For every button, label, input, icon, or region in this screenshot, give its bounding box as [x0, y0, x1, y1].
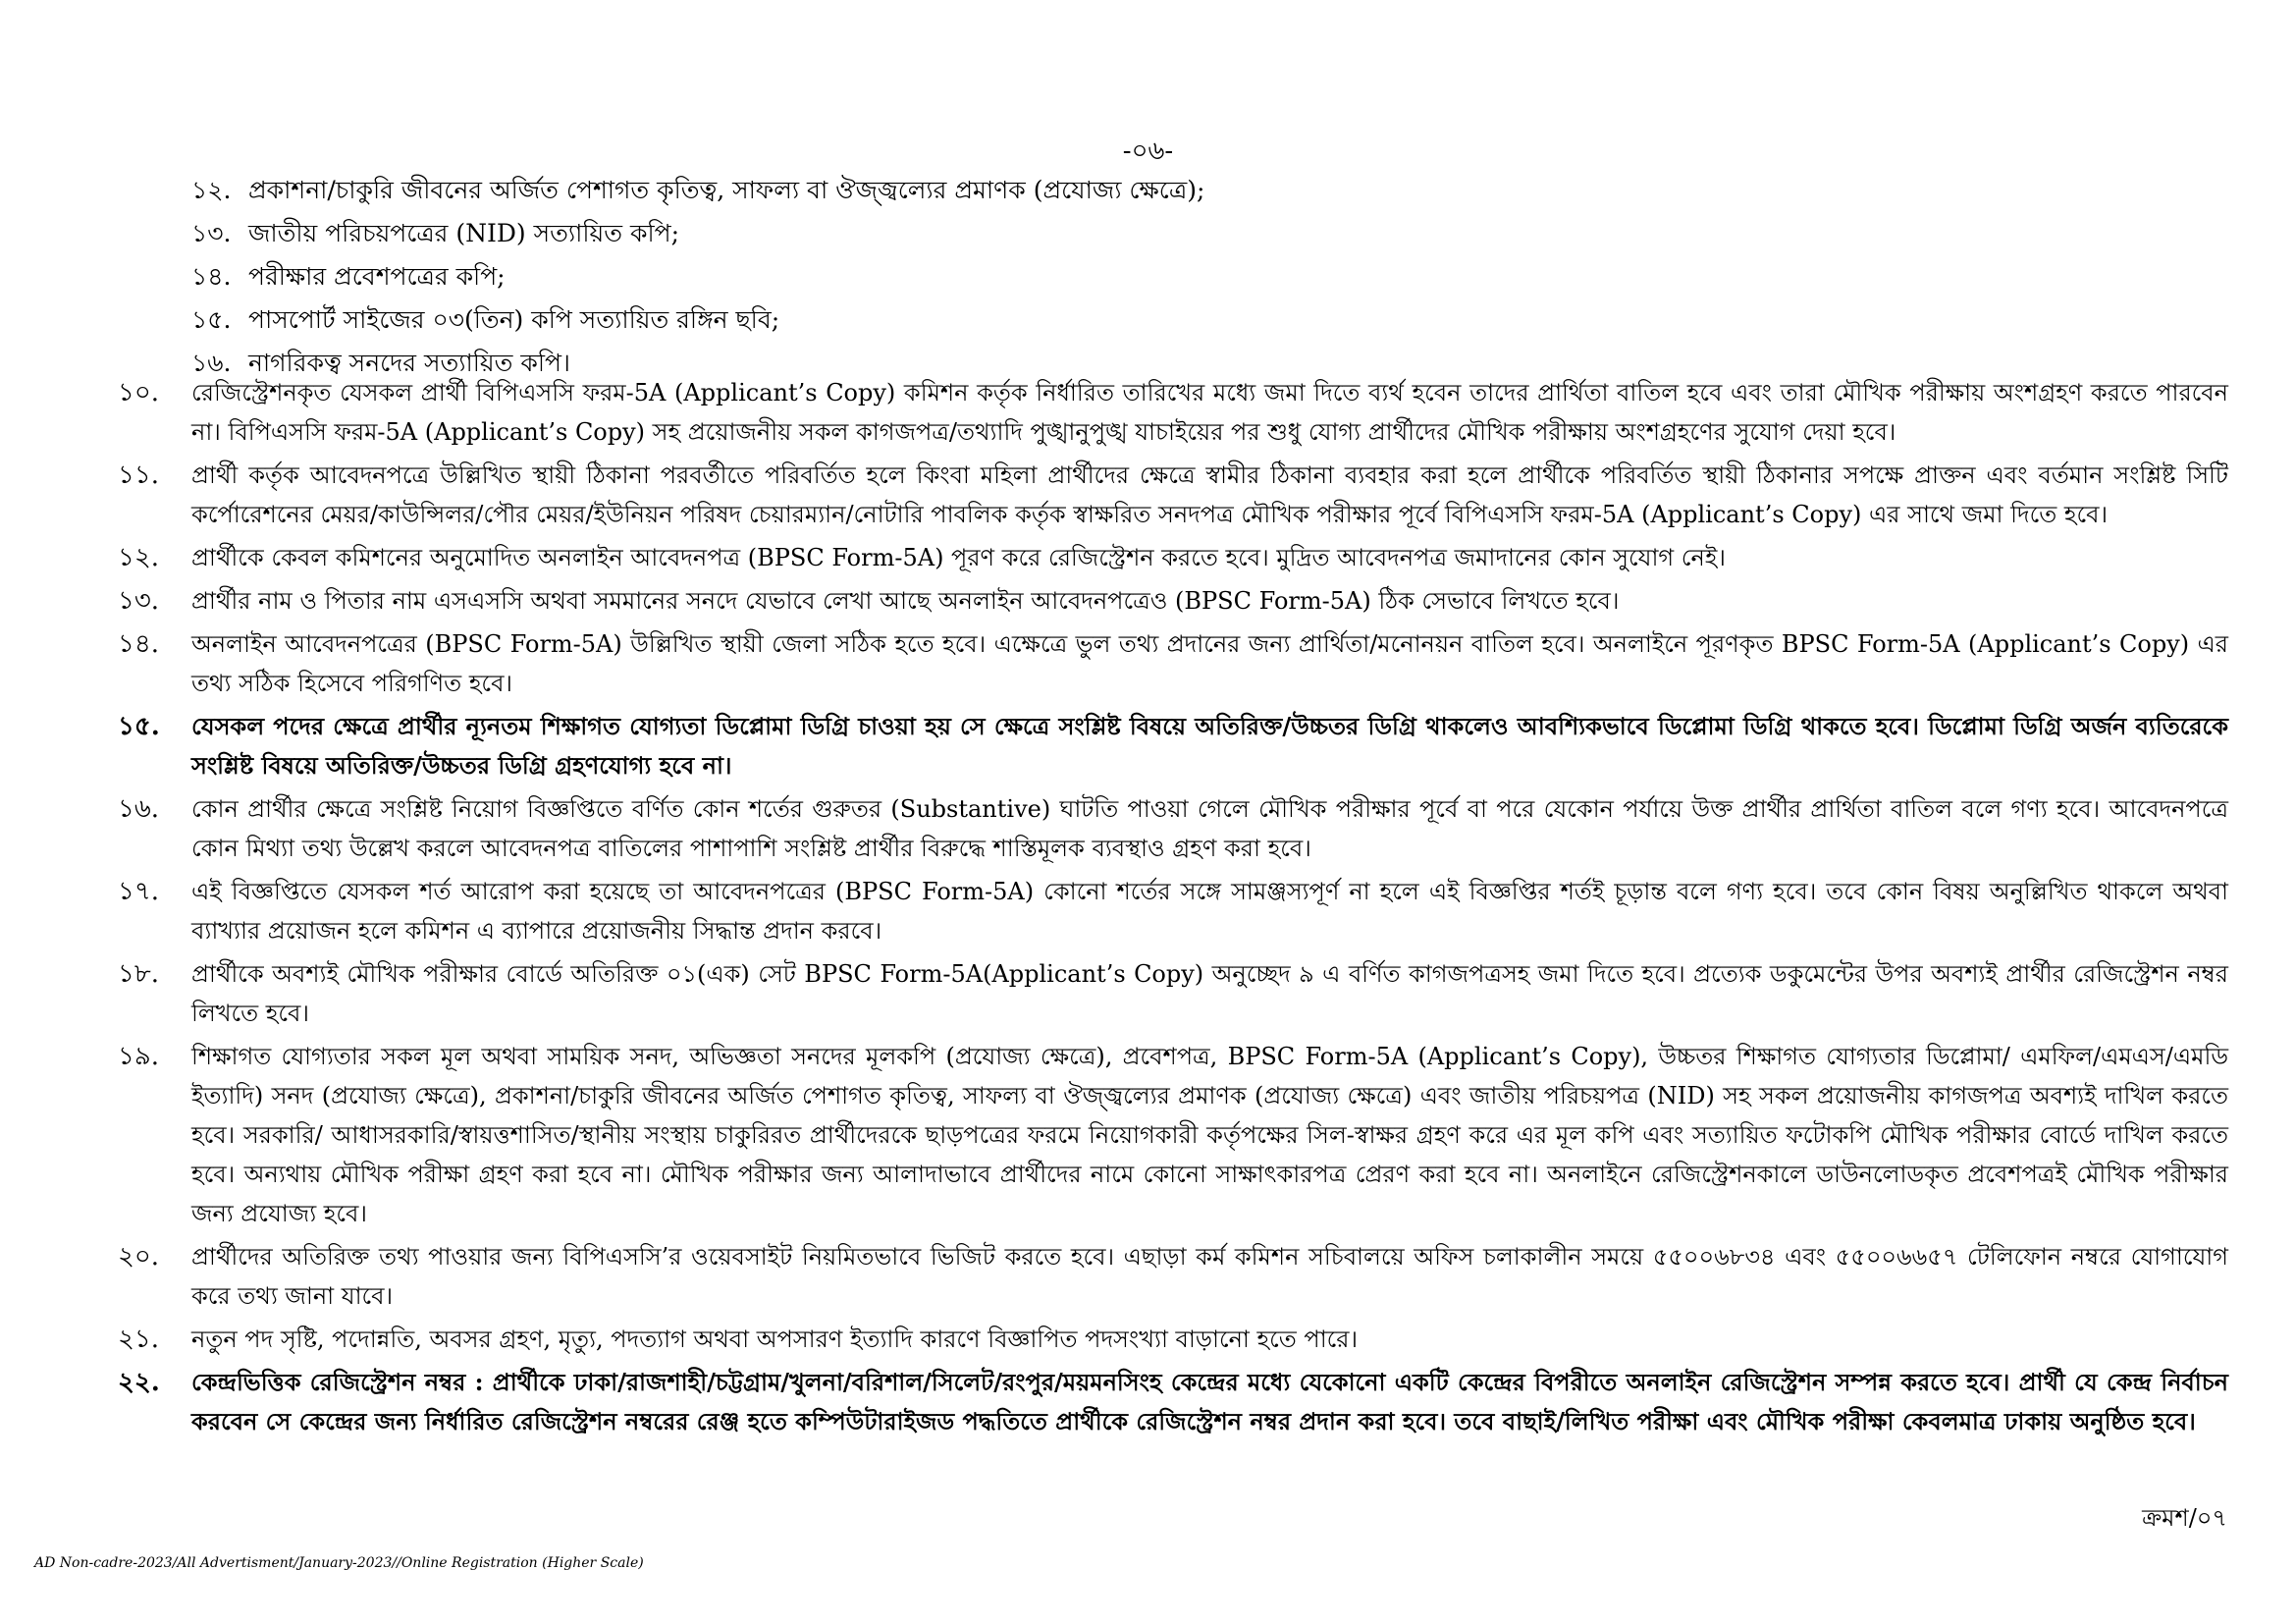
clause-19	[118, 1037, 2228, 1233]
clause-text: রেজিস্ট্রেশনকৃত যেসকল প্রার্থী বিপিএসসি ফরম-5A (Applicant’s Copy) কমিশন কর্তৃক নির্ধারিত তারিখের মধ্যে জমা দিতে ব্যর্থ হবেন তাদের প্রার্থিতা বাতিল হবে এবং তারা মৌখিক পরীক্ষায় অংশগ্রহণ করতে পারবেন না। বিপিএসসি ফরম-5A (Applicant’s Copy) সহ প্রয়োজনীয় সকল কাগজপত্র/তথ্যাদি পুঙ্খানুপুঙ্খ যাচাইয়ের পর শুধু যোগ্য প্রার্থীদের মৌখিক পরীক্ষায় অংশগ্রহণের সুযোগ দেয়া হবে।	[191, 379, 2228, 446]
document-checklist	[191, 169, 2214, 385]
checklist-item-number: ১৩.	[191, 219, 232, 247]
clause-16	[118, 789, 2228, 868]
clause-number: ১৮.	[118, 959, 160, 989]
checklist-item-number: ১৫.	[191, 305, 232, 334]
clause-number: ১৪.	[118, 629, 160, 659]
clause-number: ১৭.	[118, 877, 160, 906]
terms-list	[118, 373, 2228, 1445]
clause-number: ১৯.	[118, 1042, 160, 1071]
clause-text: যেসকল পদের ক্ষেত্রে প্রার্থীর ন্যূনতম শিক্ষাগত যোগ্যতা ডিপ্লোমা ডিগ্রি চাওয়া হয় সে ক্ষেত্রে সংশ্লিষ্ট বিষয়ে অতিরিক্ত/উচ্চতর ডিগ্রি থাকলেও আবশ্যিকভাবে ডিপ্লোমা ডিগ্রি থাকতে হবে। ডিপ্লোমা ডিগ্রি অর্জন ব্যতিরেকে সংশ্লিষ্ট বিষয়ে অতিরিক্ত/উচ্চতর ডিগ্রি গ্রহণযোগ্য হবে না।	[191, 712, 2228, 780]
footer-reference: AD Non-cadre-2023/All Advertisment/January-2023//Online Registration (Higher Scale)	[34, 1555, 644, 1571]
clause-14	[118, 624, 2228, 703]
clause-15	[118, 707, 2228, 785]
clause-number: ১২.	[118, 543, 160, 572]
clause-11	[118, 456, 2228, 534]
checklist-item	[191, 255, 2214, 298]
clause-17	[118, 872, 2228, 950]
clause-number: ১৬.	[118, 794, 160, 824]
checklist-item-text: প্রকাশনা/চাকুরি জীবনের অর্জিত পেশাগত কৃতিত্ব, সাফল্য বা ঔজ্জ্বল্যের প্রমাণক (প্রযোজ্য ক্ষেত্রে);	[248, 176, 1205, 204]
clause-number: ১১.	[118, 460, 160, 490]
clause-number: ১৩.	[118, 586, 160, 616]
checklist-item	[191, 298, 2214, 342]
clause-text: প্রার্থী কর্তৃক আবেদনপত্রে উল্লিখিত স্থায়ী ঠিকানা পরবর্তীতে পরিবর্তিত হলে কিংবা মহিলা প্রার্থীদের ক্ষেত্রে স্বামীর ঠিকানা ব্যবহার করা হলে প্রার্থীকে পরিবর্তিত স্থায়ী ঠিকানার সপক্ষে প্রাক্তন এবং বর্তমান সংশ্লিষ্ট সিটি কর্পোরেশনের মেয়র/কাউন্সিলর/পৌর মেয়র/ইউনিয়ন পরিষদ চেয়ারম্যান/নোটারি পাবলিক কর্তৃক স্বাক্ষরিত সনদপত্র মৌখিক পরীক্ষার পূর্বে বিপিএসসি ফরম-5A (Applicant’s Copy) এর সাথে জমা দিতে হবে।	[191, 461, 2228, 528]
clause-number: ১৫.	[118, 712, 160, 741]
checklist-item-text: পরীক্ষার প্রবেশপত্রের কপি;	[248, 262, 506, 291]
clause-number: ১০.	[118, 378, 160, 407]
checklist-item-number: ১৬.	[191, 349, 232, 377]
clause-22	[118, 1363, 2228, 1441]
clause-number: ২১.	[118, 1325, 160, 1354]
clause-text: প্রার্থীদের অতিরিক্ত তথ্য পাওয়ার জন্য বিপিএসসি’র ওয়েবসাইট নিয়মিতভাবে ভিজিট করতে হবে। এছাড়া কর্ম কমিশন সচিবালয়ে অফিস চলাকালীন সময়ে ৫৫০০৬৮৩৪ এবং ৫৫০০৬৬৫৭ টেলিফোন নম্বরে যোগাযোগ করে তথ্য জানা যাবে।	[191, 1243, 2228, 1310]
clause-21	[118, 1320, 2228, 1359]
checklist-item	[191, 212, 2214, 255]
clause-text: কেন্দ্রভিত্তিক রেজিস্ট্রেশন নম্বর : প্রার্থীকে ঢাকা/রাজশাহী/চট্টগ্রাম/খুলনা/বরিশাল/সিলেট/রংপুর/ময়মনসিংহ কেন্দ্রের মধ্যে যেকোনো একটি কেন্দ্রের বিপরীতে অনলাইন রেজিস্ট্রেশন সম্পন্ন করতে হবে। প্রার্থী যে কেন্দ্র নির্বাচন করবেন সে কেন্দ্রের জন্য নির্ধারিত রেজিস্ট্রেশন নম্বরের রেঞ্জ হতে কম্পিউটারাইজড পদ্ধতিতে প্রার্থীকে রেজিস্ট্রেশন নম্বর প্রদান করা হবে। তবে বাছাই/লিখিত পরীক্ষা এবং মৌখিক পরীক্ষা কেবলমাত্র ঢাকায় অনুষ্ঠিত হবে।	[191, 1368, 2228, 1435]
clause-text: কোন প্রার্থীর ক্ষেত্রে সংশ্লিষ্ট নিয়োগ বিজ্ঞপ্তিতে বর্ণিত কোন শর্তের গুরুতর (Substantive) ঘাটতি পাওয়া গেলে মৌখিক পরীক্ষার পূর্বে বা পরে যেকোন পর্যায়ে উক্ত প্রার্থীর প্রার্থিতা বাতিল বলে গণ্য হবে। আবেদনপত্রে কোন মিথ্যা তথ্য উল্লেখ করলে আবেদনপত্র বাতিলের পাশাপাশি সংশ্লিষ্ট প্রার্থীর বিরুদ্ধে শাস্তিমূলক ব্যবস্থাও গ্রহণ করা হবে।	[191, 795, 2228, 862]
clause-13	[118, 581, 2228, 621]
continued-marker: ক্রমশ/০৭	[2142, 1504, 2227, 1532]
clause-text: নতুন পদ সৃষ্টি, পদোন্নতি, অবসর গ্রহণ, মৃত্যু, পদত্যাগ অথবা অপসারণ ইত্যাদি কারণে বিজ্ঞাপিত পদসংখ্যা বাড়ানো হতে পারে।	[191, 1326, 1359, 1353]
checklist-item	[191, 169, 2214, 212]
clause-text: প্রার্থীকে কেবল কমিশনের অনুমোদিত অনলাইন আবেদনপত্র (BPSC Form-5A) পূরণ করে রেজিস্ট্রেশন করতে হবে। মুদ্রিত আবেদনপত্র জমাদানের কোন সুযোগ নেই।	[191, 544, 1726, 571]
page-number: -০৬-	[1122, 136, 1174, 166]
clause-text: এই বিজ্ঞপ্তিতে যেসকল শর্ত আরোপ করা হয়েছে তা আবেদনপত্রের (BPSC Form-5A) কোনো শর্তের সঙ্গে সামঞ্জস্যপূর্ণ না হলে এই বিজ্ঞপ্তির শর্তই চূড়ান্ত বলে গণ্য হবে। তবে কোন বিষয় অনুল্লিখিত থাকলে অথবা ব্যাখ্যার প্রয়োজন হলে কমিশন এ ব্যাপারে প্রয়োজনীয় সিদ্ধান্ত প্রদান করবে।	[191, 878, 2228, 945]
checklist-item-text: জাতীয় পরিচয়পত্রের (NID) সত্যায়িত কপি;	[248, 219, 680, 247]
clause-12	[118, 538, 2228, 577]
clause-number: ২২.	[118, 1368, 160, 1397]
checklist-item-text: নাগরিকত্ব সনদের সত্যায়িত কপি।	[248, 349, 570, 377]
clause-10	[118, 373, 2228, 452]
clause-20	[118, 1237, 2228, 1316]
checklist-item-number: ১২.	[191, 176, 232, 204]
clause-text: শিক্ষাগত যোগ্যতার সকল মূল অথবা সাময়িক সনদ, অভিজ্ঞতা সনদের মূলকপি (প্রযোজ্য ক্ষেত্রে), প্রবেশপত্র, BPSC Form-5A (Applicant’s Copy), উচ্চতর শিক্ষাগত যোগ্যতার ডিপ্লোমা/ এমফিল/এমএস/এমডি ইত্যাদি) সনদ (প্রযোজ্য ক্ষেত্রে), প্রকাশনা/চাকুরি জীবনের অর্জিত পেশাগত কৃতিত্ব, সাফল্য বা ঔজ্জ্বল্যের প্রমাণক (প্রযোজ্য ক্ষেত্রে) এবং জাতীয় পরিচয়পত্র (NID) সহ সকল প্রয়োজনীয় কাগজপত্র অবশ্যই দাখিল করতে হবে। সরকারি/ আধাসরকারি/স্বায়ত্তশাসিত/স্থানীয় সংস্থায় চাকুরিরত প্রার্থীদেরকে ছাড়পত্রের ফরমে নিয়োগকারী কর্তৃপক্ষের সিল-স্বাক্ষর গ্রহণ করে এর মূল কপি এবং সত্যায়িত ফটোকপি মৌখিক পরীক্ষার বোর্ডে দাখিল করতে হবে। অন্যথায় মৌখিক পরীক্ষা গ্রহণ করা হবে না। মৌখিক পরীক্ষার জন্য আলাদাভাবে প্রার্থীদের নামে কোনো সাক্ষাৎকারপত্র প্রেরণ করা হবে না। অনলাইনে রেজিস্ট্রেশনকালে ডাউনলোডকৃত প্রবেশপত্রই মৌখিক পরীক্ষার জন্য প্রযোজ্য হবে।	[191, 1043, 2228, 1227]
clause-text: অনলাইন আবেদনপত্রের (BPSC Form-5A) উল্লিখিত স্থায়ী জেলা সঠিক হতে হবে। এক্ষেত্রে ভুল তথ্য প্রদানের জন্য প্রার্থিতা/মনোনয়ন বাতিল হবে। অনলাইনে পূরণকৃত BPSC Form-5A (Applicant’s Copy) এর তথ্য সঠিক হিসেবে পরিগণিত হবে।	[191, 630, 2228, 697]
clause-text: প্রার্থীকে অবশ্যই মৌখিক পরীক্ষার বোর্ডে অতিরিক্ত ০১(এক) সেট BPSC Form-5A(Applicant’s Copy) অনুচ্ছেদ ৯ এ বর্ণিত কাগজপত্রসহ জমা দিতে হবে। প্রত্যেক ডকুমেন্টের উপর অবশ্যই প্রার্থীর রেজিস্ট্রেশন নম্বর লিখতে হবে।	[191, 960, 2228, 1027]
checklist-item-number: ১৪.	[191, 262, 232, 291]
clause-text: প্রার্থীর নাম ও পিতার নাম এসএসসি অথবা সমমানের সনদে যেভাবে লেখা আছে অনলাইন আবেদনপত্রেও (BPSC Form-5A) ঠিক সেভাবে লিখতে হবে।	[191, 587, 1620, 615]
clause-18	[118, 954, 2228, 1033]
clause-number: ২০.	[118, 1242, 160, 1272]
checklist-item-text: পাসপোর্ট সাইজের ০৩(তিন) কপি সত্যায়িত রঙ্গিন ছবি;	[248, 305, 780, 334]
